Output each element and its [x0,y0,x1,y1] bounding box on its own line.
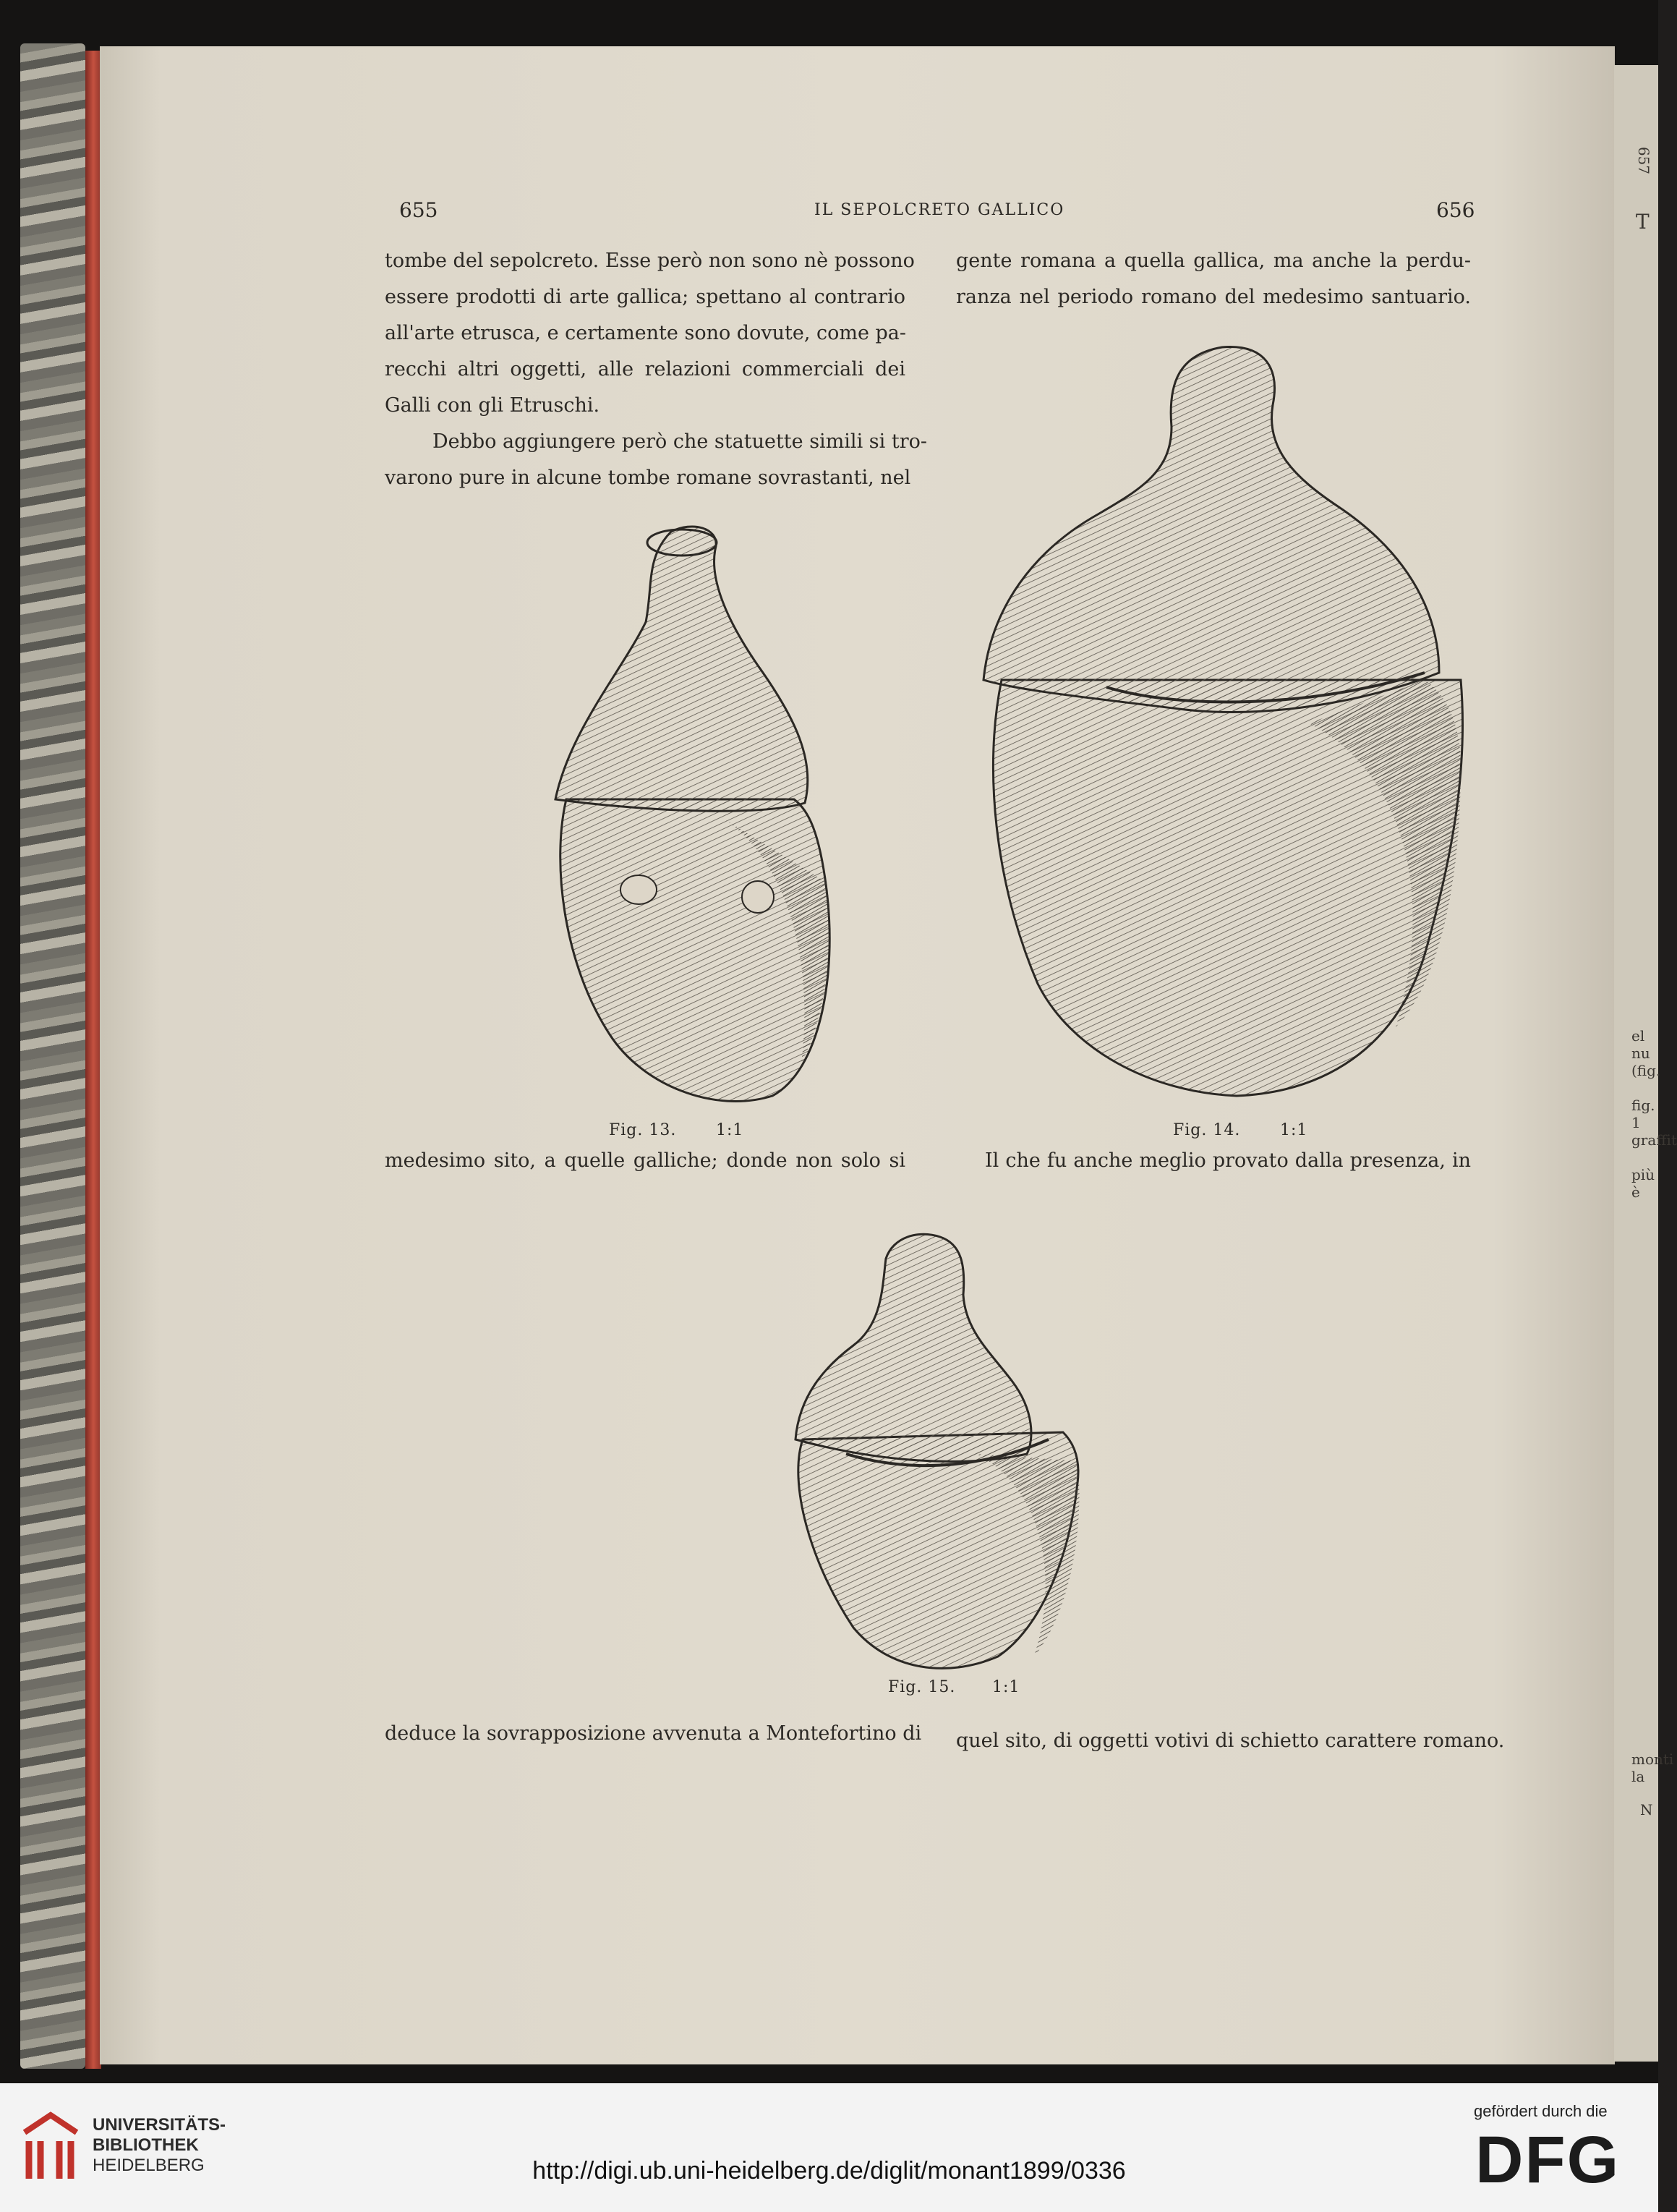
footer-bar [0,2083,1658,2212]
figure-15-scale: 1:1 [992,1678,1020,1696]
funder-label: gefördert durch die [1474,2102,1608,2120]
adjacent-page-fragment: più è [1631,1166,1655,1201]
running-title: IL SEPOLCRETO GALLICO [814,201,1065,219]
text-line: ranza nel periodo romano del medesimo santuario. [956,286,1471,308]
adjacent-page-fragment: graffit [1631,1131,1677,1149]
text-line: Galli con gli Etruschi. [385,394,600,417]
figure-14-scale: 1:1 [1280,1121,1308,1139]
adjacent-page-strip [1614,65,1677,2062]
adjacent-page-fragment: (fig. [1631,1062,1661,1079]
adjacent-page-fragment: T [1636,210,1650,234]
figure-15-label: Fig. 15. [888,1678,956,1696]
text-line: deduce la sovrapposizione avvenuta a Montefortino di [385,1722,922,1745]
library-name-line: HEIDELBERG [93,2156,205,2175]
text-line: Debbo aggiungere però che statuette simili si tro- [432,430,927,453]
adjacent-page-fragment: N [1640,1801,1653,1818]
adjacent-page-fragment: el nu [1631,1027,1650,1062]
figure-15-vase-illustration [759,1222,1085,1685]
adjacent-page-number: 657 [1635,146,1653,175]
permalink-url[interactable]: http://digi.ub.uni-heidelberg.de/diglit/monant1899/0336 [532,2157,1126,2185]
adjacent-page-fragment: fig. 1 [1631,1097,1655,1131]
page-number-left: 655 [399,198,438,222]
figure-14-vase-illustration [962,333,1468,1107]
adjacent-page-fragment: monti la [1631,1751,1674,1785]
text-line: essere prodotti di arte gallica; spettano al contrario [385,286,905,308]
red-page-edge [85,51,101,2069]
library-name-line: BIBLIOTHEK [93,2135,199,2155]
library-name-line: UNIVERSITÄTS- [93,2115,226,2135]
text-line: quel sito, di oggetti votivi di schietto carattere romano. [956,1730,1505,1752]
text-line: recchi altri oggetti, alle relazioni commerciali dei [385,358,905,380]
figure-13-scale: 1:1 [716,1121,744,1139]
text-line: medesimo sito, a quelle galliche; donde non solo si [385,1149,905,1172]
text-line: varono pure in alcune tombe romane sovrastanti, nel [385,467,911,489]
dfg-logo: DFG [1475,2123,1621,2197]
text-line: gente romana a quella gallica, ma anche la perdu- [956,250,1471,272]
text-line: tombe del sepolcreto. Esse però non sono nè possono [385,250,915,272]
text-line: all'arte etrusca, e certamente sono dovute, come pa- [385,322,907,344]
page-number-right: 656 [1436,198,1475,222]
figure-14-label: Fig. 14. [1173,1121,1241,1139]
marbled-cover-edge [20,43,85,2069]
figure-13-label: Fig. 13. [609,1121,677,1139]
figure-13-vase-illustration [454,514,845,1121]
text-line: Il che fu anche meglio provato dalla presenza, in [985,1149,1471,1172]
